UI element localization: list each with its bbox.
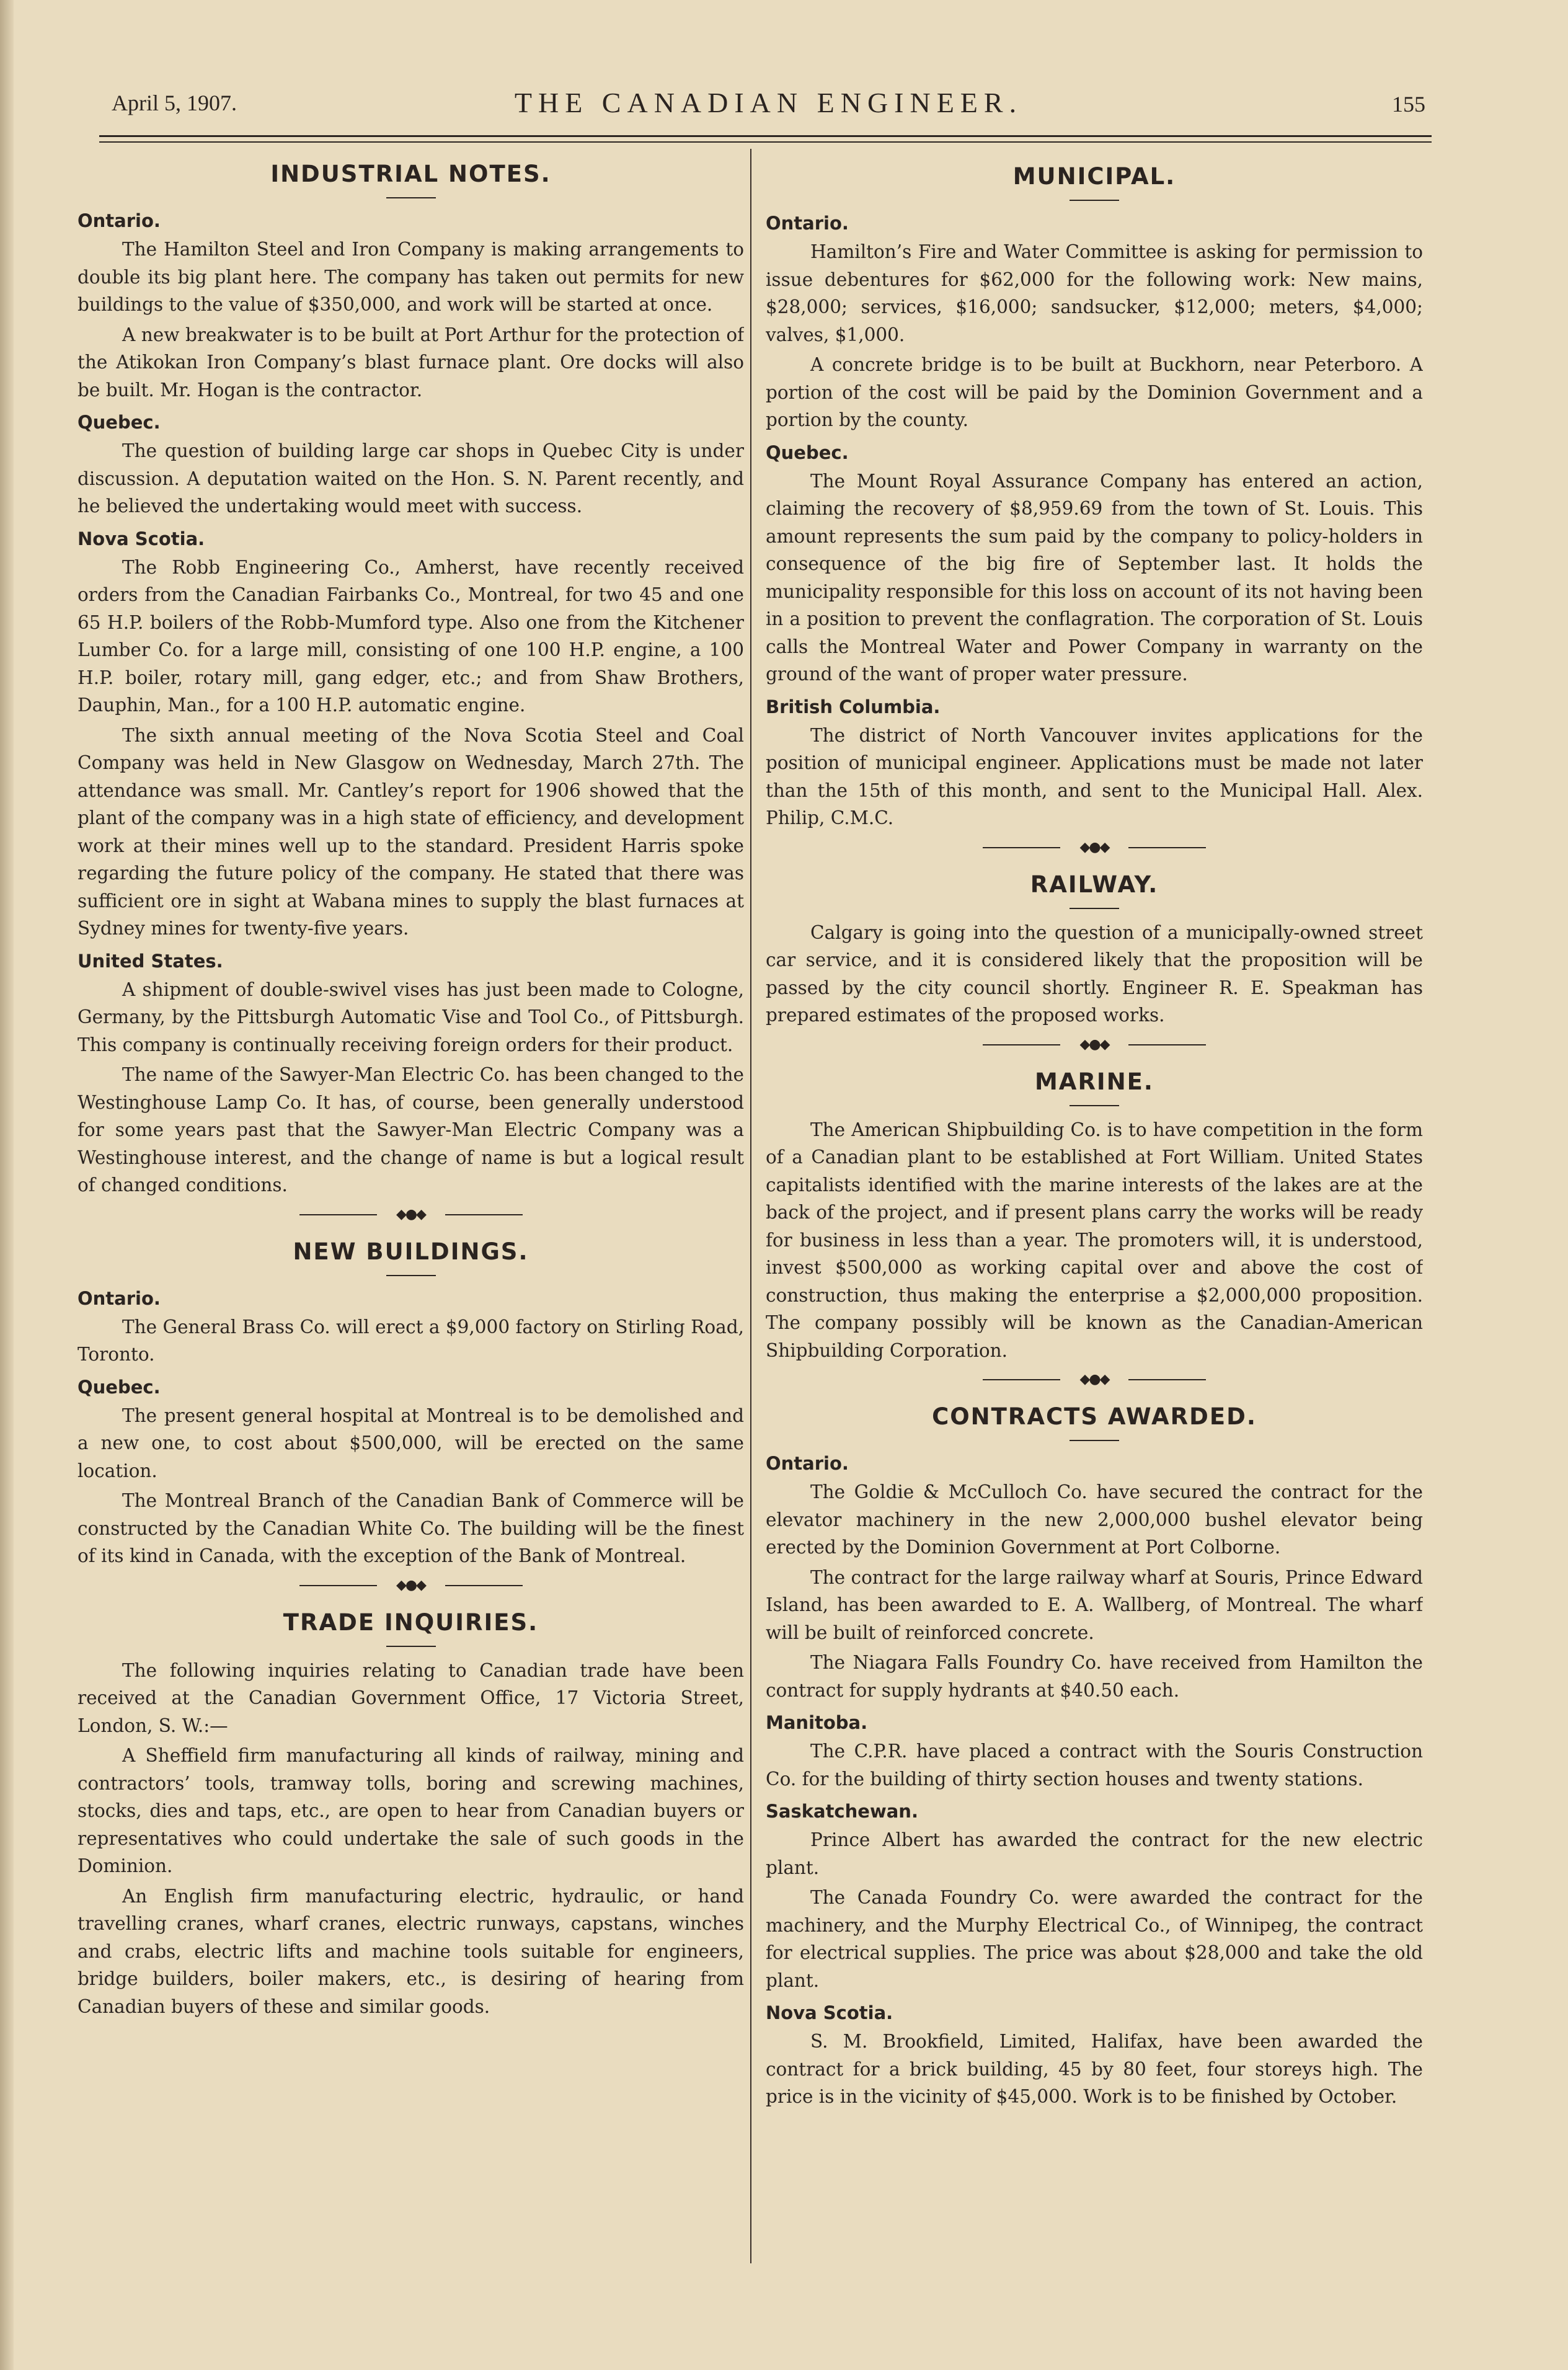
region-label: Ontario. — [78, 1287, 161, 1309]
paragraph: The Niagara Falls Foundry Co. have received from Hamilton the contract for supply hydrants at $40.50 each. — [766, 1652, 1423, 1701]
region-label: Saskatchewan. — [766, 1801, 918, 1822]
region-label: Quebec. — [78, 1376, 161, 1398]
railway-section — [766, 871, 1423, 1029]
section-heading: TRADE INQUIRIES. — [283, 1609, 539, 1636]
heading-rule — [1070, 908, 1119, 909]
industrial-notes-section — [78, 160, 744, 1199]
paragraph: The American Shipbuilding Co. is to have competition in the form of a Canadian plant to be established at Fort William. United States capitalists identified with the marine interests of the lakes are at the back of the project, and if present plans carry the works will be ready for business in less than a year. The promoters will, it is understood, invest $500,000 as working capital over and above the cost of construction, thus making the enterprise a $2,000,000 proposition. The company possibly will be known as the Canadian-American Shipbuilding Corporation. — [766, 1119, 1423, 1361]
left-column — [78, 155, 744, 2294]
binding-edge — [0, 0, 14, 2370]
paragraph: The Hamilton Steel and Iron Company is making arrangements to double its big plant here. The company has taken out permits for new buildings to the value of $350,000, and work will be started at once. — [78, 239, 744, 315]
region-label: Quebec. — [78, 412, 161, 433]
ornament-glyph: ◆●◆ — [1060, 1037, 1128, 1052]
paragraph: The sixth annual meeting of the Nova Scotia Steel and Coal Company was held in New Glasgow on Wednesday, March 27th. The attendance was small. Mr. Cantley’s report for 1906 showed that the plant of the company was in a high state of efficiency, and development work at their mines well up to the standard. President Harris spoke regarding the future policy of the company. He stated that there was sufficient ore in sight at Wabana mines to supply the blast furnaces at Sydney mines for twenty-five years. — [78, 724, 744, 939]
region-label: Ontario. — [766, 213, 849, 234]
paragraph: Prince Albert has awarded the contract for the new electric plant. — [766, 1829, 1423, 1878]
new-buildings-section — [78, 1238, 744, 1570]
section-ornament — [78, 1204, 744, 1225]
paragraph: The Robb Engineering Co., Amherst, have recently received orders from the Canadian Fairbanks Co., Montreal, for two 45 and one 65 H.P. boilers of the Robb-Mumford type. Also one from the Kitchener Lumber Co. for a large mill, consisting of one 100 H.P. engine, a 100 H.P. boiler, rotary mill, gang edger, etc.; and from Shaw Brothers, Dauphin, Man., for a 100 H.P. automatic engine. — [78, 556, 744, 716]
journal-title: THE CANADIAN ENGINEER. — [514, 87, 1023, 118]
paragraph: S. M. Brookfield, Limited, Halifax, have been awarded the contract for a brick building, 45 by 80 feet, four storeys high. The price is in the vicinity of $45,000. Work is to be finished by October. — [766, 2031, 1423, 2107]
paragraph: The Canada Foundry Co. were awarded the contract for the machinery, and the Murphy Electrical Co., of Winnipeg, the contract for electrical supplies. The price was about $28,000 and take the old plant. — [766, 1887, 1423, 1991]
paragraph: A new breakwater is to be built at Port Arthur for the protection of the Atikokan Iron Company’s blast furnace plant. Ore docks will also be built. Mr. Hogan is the contractor. — [78, 324, 744, 401]
paragraph: An English firm manufacturing electric, hydraulic, or hand travelling cranes, wharf cranes, electric runways, capstans, winches and crabs, electric lifts and machine tools suitable for engineers, bridge builders, boiler makers, etc., is desiring of hearing from Canadian buyers of these and similar goods. — [78, 1885, 744, 2017]
paragraph: Calgary is going into the question of a municipally-owned street car service, and it is considered likely that the proposition will be passed by the city council shortly. Engineer R. E. Speakman has prepared estimates of the proposed works. — [766, 921, 1423, 1026]
heading-rule — [1070, 1440, 1119, 1441]
heading-rule — [1070, 200, 1119, 201]
paragraph: The C.P.R. have placed a contract with the Souris Construction Co. for the building of thirty section houses and twenty stations. — [766, 1741, 1423, 1790]
ornament-glyph: ◆●◆ — [377, 1578, 445, 1593]
section-ornament — [766, 1369, 1423, 1390]
paragraph: The question of building large car shops in Quebec City is under discussion. A deputation waited on the Hon. S. N. Parent recently, and he believed the undertaking would meet with success. — [78, 440, 744, 517]
right-column — [766, 155, 1423, 2294]
section-heading: INDUSTRIAL NOTES. — [270, 161, 551, 187]
region-label: Quebec. — [766, 442, 849, 463]
contracts-awarded-section — [766, 1403, 1423, 2111]
column-divider — [750, 149, 751, 2263]
paragraph: The name of the Sawyer-Man Electric Co. has been changed to the Westinghouse Lamp Co. It has, of course, been generally understood for some years past that the Sawyer-Man Electric Company was a Westinghouse interest, and the change of name is but a logical result of changed conditions. — [78, 1064, 744, 1196]
section-ornament — [766, 1034, 1423, 1055]
header-rule-thin — [99, 141, 1432, 143]
section-heading: CONTRACTS AWARDED. — [932, 1403, 1257, 1430]
heading-rule — [386, 1275, 436, 1276]
section-ornament — [766, 837, 1423, 858]
paragraph: A shipment of double-swivel vises has just been made to Cologne, Germany, by the Pittsburgh Automatic Vise and Tool Co., of Pittsburgh. This company is continually receiving foreign orders for their product. — [78, 979, 744, 1055]
heading-rule — [386, 1646, 436, 1647]
page-number: 155 — [1392, 92, 1425, 117]
region-label: Nova Scotia. — [766, 2002, 893, 2023]
region-label: British Columbia. — [766, 696, 941, 717]
section-ornament — [78, 1575, 744, 1596]
paragraph: The following inquiries relating to Canadian trade have been received at the Canadian Government Office, 17 Victoria Street, London, S. W.:— — [78, 1659, 744, 1736]
header-rule-thick — [99, 135, 1432, 137]
section-heading: MUNICIPAL. — [1012, 163, 1176, 190]
ornament-glyph: ◆●◆ — [1060, 1372, 1128, 1387]
region-label: Nova Scotia. — [78, 528, 205, 549]
paragraph: The present general hospital at Montreal is to be demolished and a new one, to cost about $500,000, will be erected on the same location. — [78, 1405, 744, 1481]
region-label: Manitoba. — [766, 1712, 868, 1733]
region-label: United States. — [78, 950, 223, 972]
paragraph: The Mount Royal Assurance Company has entered an action, claiming the recovery of $8,959.69 from the town of St. Louis. This amount represents the sum paid by the company to policy-holders in consequence of the big fire of September last. It holds the municipality responsible for this loss on account of its not having been in a position to prevent the conflagration. The corporation of St. Louis calls the Montreal Water and Power Company in warranty on the ground of the want of proper water pressure. — [766, 470, 1423, 685]
paragraph: A Sheffield firm manufacturing all kinds of railway, mining and contractors’ tools, tramway tolls, boring and screwing machines, stocks, dies and taps, etc., are open to hear from Canadian buyers or representatives who could undertake the sale of such goods in the Dominion. — [78, 1745, 744, 1876]
marine-section — [766, 1068, 1423, 1365]
municipal-section — [766, 162, 1423, 832]
heading-rule — [386, 197, 436, 198]
region-label: Ontario. — [766, 1453, 849, 1474]
paragraph: Hamilton’s Fire and Water Committee is asking for permission to issue debentures for $62,000 for the following work: New mains, $28,000; services, $16,000; sandsucker, $12,000; meters, $4,000; valves, $1,000. — [766, 241, 1423, 345]
heading-rule — [1070, 1105, 1119, 1106]
paragraph: The district of North Vancouver invites applications for the position of municipal engineer. Applications must be made not later than the 15th of this month, and sent to the Municipal Hall. Alex. Philip, C.M.C. — [766, 724, 1423, 828]
section-heading: MARINE. — [1034, 1068, 1154, 1095]
issue-date: April 5, 1907. — [112, 91, 237, 115]
paragraph: The General Brass Co. will erect a $9,000 factory on Stirling Road, Toronto. — [78, 1316, 744, 1365]
paragraph: The contract for the large railway wharf at Souris, Prince Edward Island, has been awarded to E. A. Wallberg, of Montreal. The wharf will be built of reinforced concrete. — [766, 1566, 1423, 1643]
region-label: Ontario. — [78, 210, 161, 231]
section-heading: RAILWAY. — [1030, 871, 1159, 898]
masthead — [112, 84, 1425, 127]
ornament-glyph: ◆●◆ — [377, 1207, 445, 1222]
trade-inquiries-section — [78, 1609, 744, 2021]
paragraph: A concrete bridge is to be built at Buckhorn, near Peterboro. A portion of the cost will be paid by the Dominion Government and a portion by the county. — [766, 354, 1423, 430]
ornament-glyph: ◆●◆ — [1060, 840, 1128, 855]
paragraph: The Montreal Branch of the Canadian Bank of Commerce will be constructed by the Canadian White Co. The building will be the finest of its kind in Canada, with the exception of the Bank of Montreal. — [78, 1490, 744, 1566]
paragraph: The Goldie & McCulloch Co. have secured the contract for the elevator machinery in the new 2,000,000 bushel elevator being erected by the Dominion Government at Port Colborne. — [766, 1481, 1423, 1558]
section-heading: NEW BUILDINGS. — [293, 1238, 529, 1265]
